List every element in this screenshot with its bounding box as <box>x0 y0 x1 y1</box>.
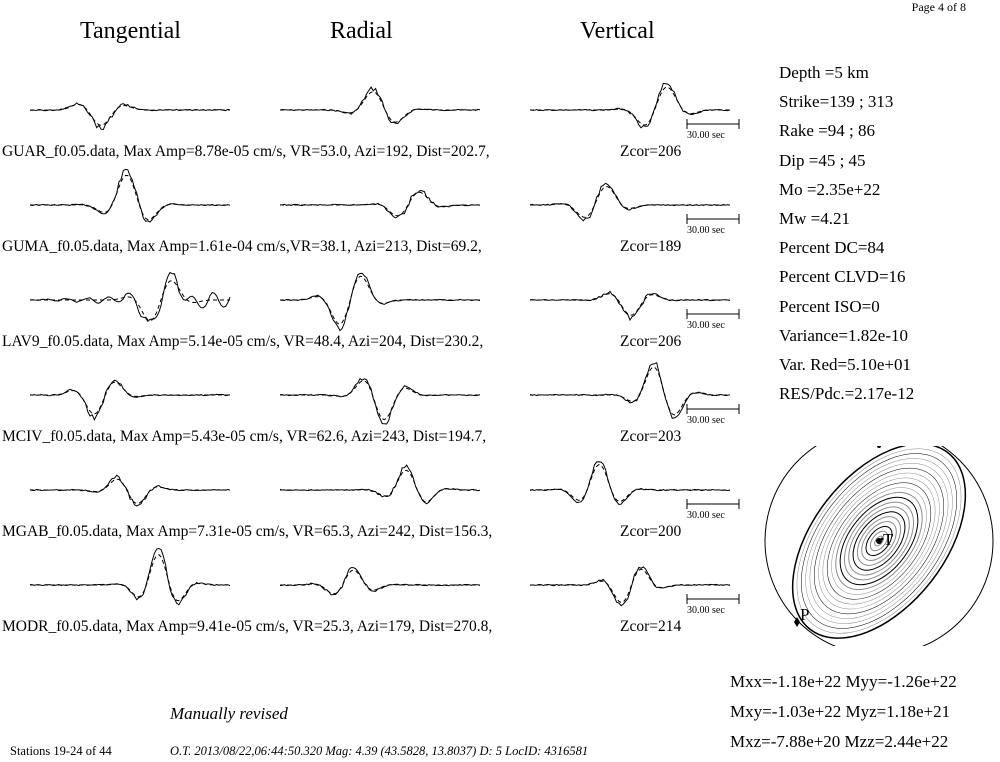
footer-stations: Stations 19-24 of 44 <box>10 744 112 758</box>
station-label: LAV9_f0.05.data, Max Amp=5.14e-05 cm/s, VR=48.4, Azi=204, Dist=230.2, <box>2 333 484 350</box>
parameter-line: Percent ISO=0 <box>779 296 880 316</box>
time-scale-bar <box>686 213 746 225</box>
station-label: MODR_f0.05.data, Max Amp=9.41e-05 cm/s, VR=25.3, Azi=179, Dist=270.8, <box>2 618 493 635</box>
time-scale-label: 30.00 sec <box>687 130 725 141</box>
page-number: Page 4 of 8 <box>911 0 966 14</box>
waveform-radial <box>280 365 480 425</box>
time-scale-label: 30.00 sec <box>687 225 725 236</box>
time-scale-label: 30.00 sec <box>687 320 725 331</box>
station-label: MCIV_f0.05.data, Max Amp=5.43e-05 cm/s, VR=62.6, Azi=243, Dist=194.7, <box>2 428 487 445</box>
observed-trace <box>30 380 230 420</box>
moment-tensor-line: Mxx=-1.18e+22 Myy=-1.26e+22 <box>730 672 957 691</box>
observed-trace <box>30 549 230 605</box>
observed-trace <box>30 475 230 506</box>
waveform-tangential <box>30 270 230 330</box>
waveform-tangential <box>30 175 230 235</box>
t-axis-label: T <box>883 530 894 549</box>
revision-note: Manually revised <box>170 704 288 723</box>
tension-region <box>760 446 1000 646</box>
parameter-line: Rake =94 ; 86 <box>779 121 875 141</box>
moment-tensor-line: Mxz=-7.88e+20 Mzz=2.44e+22 <box>730 732 949 751</box>
waveform-radial <box>280 460 480 520</box>
station-label: GUMA_f0.05.data, Max Amp=1.61e-04 cm/s,VR=38.1, Azi=213, Dist=69.2, <box>2 238 482 255</box>
synthetic-trace <box>280 470 480 502</box>
synthetic-trace <box>30 555 230 601</box>
zcor-value: Zcor=200 <box>620 523 682 540</box>
observed-trace <box>280 87 480 123</box>
synthetic-trace <box>30 175 230 219</box>
parameter-line: Depth =5 km <box>779 63 869 82</box>
footer-origin-text: O.T. 2013/08/22,06:44:50.320 Mag: 4.39 (43.5828, 13.8037) D: 5 LocID: 4316581 <box>170 744 589 758</box>
footer-origin <box>170 744 588 759</box>
observed-trace <box>280 379 480 424</box>
time-scale-label: 30.00 sec <box>687 605 725 616</box>
waveform-tangential <box>30 555 230 615</box>
column-title-radial: Radial <box>330 18 393 44</box>
waveform-tangential <box>30 365 230 425</box>
waveform-radial <box>280 80 480 140</box>
station-label: GUAR_f0.05.data, Max Amp=8.78e-05 cm/s, VR=53.0, Azi=192, Dist=202.7, <box>2 143 490 160</box>
observed-trace <box>280 273 480 330</box>
observed-trace <box>280 568 480 595</box>
moment-tensor-line: Mxy=-1.03e+22 Myz=1.18e+21 <box>730 702 951 721</box>
synthetic-trace <box>30 382 230 414</box>
observed-trace <box>30 169 230 222</box>
observed-trace <box>280 465 480 504</box>
parameter-line: RES/Pdc.=2.17e-12 <box>779 384 915 404</box>
observed-trace <box>280 191 480 218</box>
station-label: MGAB_f0.05.data, Max Amp=7.31e-05 cm/s, VR=65.3, Azi=242, Dist=156.3, <box>2 523 493 540</box>
time-scale-bar <box>686 308 746 320</box>
parameter-line: Percent DC=84 <box>779 238 885 258</box>
beachball-diagram <box>760 446 1000 646</box>
waveform-radial <box>280 175 480 235</box>
time-scale-bar <box>686 498 746 510</box>
synthetic-trace <box>280 570 480 594</box>
synthetic-trace <box>280 276 480 324</box>
waveform-radial <box>280 270 480 330</box>
column-title-vertical: Vertical <box>580 18 655 44</box>
synthetic-trace <box>530 465 730 502</box>
parameter-line: Mw =4.21 <box>779 209 850 228</box>
zcor-value: Zcor=206 <box>620 333 682 350</box>
synthetic-trace <box>30 479 230 503</box>
synthetic-trace <box>280 381 480 420</box>
parameter-line: Var. Red=5.10e+01 <box>779 355 912 374</box>
parameter-line: Dip =45 ; 45 <box>779 150 866 170</box>
zcor-value: Zcor=206 <box>620 143 682 160</box>
parameter-line: Mo =2.35e+22 <box>779 179 881 199</box>
p-axis-label: P <box>800 605 810 624</box>
time-scale-label: 30.00 sec <box>687 510 725 521</box>
parameter-line: Percent CLVD=16 <box>779 267 906 287</box>
zcor-value: Zcor=214 <box>620 618 682 635</box>
observed-trace <box>30 103 230 130</box>
waveform-tangential <box>30 460 230 520</box>
parameter-line: Strike=139 ; 313 <box>779 92 894 112</box>
time-scale-label: 30.00 sec <box>687 415 725 426</box>
column-title-tangential: Tangential <box>80 18 181 44</box>
zcor-value: Zcor=203 <box>620 428 682 445</box>
waveform-tangential <box>30 80 230 140</box>
time-scale-bar <box>686 593 746 605</box>
time-scale-bar <box>686 403 746 415</box>
parameter-line: Variance=1.82e-10 <box>779 325 909 345</box>
time-scale-bar <box>686 118 746 130</box>
waveform-radial <box>280 555 480 615</box>
zcor-value: Zcor=189 <box>620 238 682 255</box>
